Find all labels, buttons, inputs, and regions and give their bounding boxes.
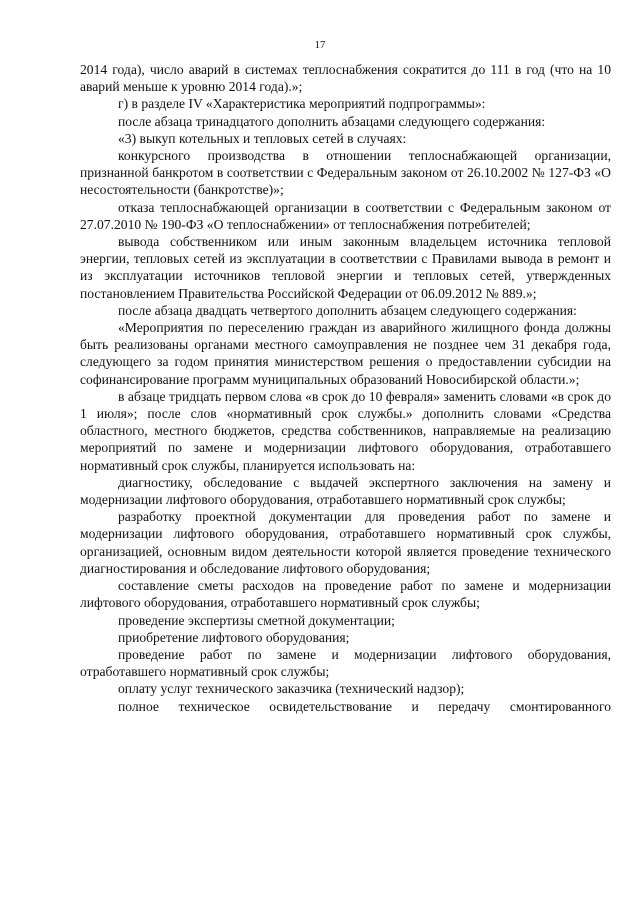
paragraph: оплату услуг технического заказчика (технический надзор);: [118, 681, 465, 697]
document-body: [80, 61, 611, 715]
paragraph: проведение работ по замене и модернизации лифтового оборудования, отработавшего нормативный срок службы;: [80, 646, 611, 680]
paragraph: составление сметы расходов на проведение работ по замене и модернизации лифтового оборудования, отработавшего нормативный срок службы;: [80, 578, 611, 611]
paragraph: г) в разделе IV «Характеристика мероприятий подпрограммы»:: [118, 96, 486, 112]
paragraph: 2014 года), число аварий в системах теплоснабжения сократится до 111 в год (что на 10 аварий меньше к уровню 2014 года).»;: [80, 62, 611, 95]
page-number: 17: [314, 39, 326, 51]
paragraph: конкурсного производства в отношении теплоснабжающей организации, признанной банкротом в соответствии с Федеральным законом от 26.10.2002 № 127-ФЗ «О несостоятельности (банкротстве)»;: [80, 148, 611, 198]
paragraph: в абзаце тридцать первом слова «в срок до 10 февраля» заменить словами «в срок до 1 июля»; после слов «нормативный срок службы.» дополнить словами «Средства областного, местного бюджетов, средства собственников, направляемые на реализацию мероприятий по замене и модернизации лифтового оборудования, отработавшего нормативный срок службы, планируется использовать на:: [80, 388, 611, 473]
paragraph: полное техническое освидетельствование и передачу смонтированного: [118, 698, 611, 714]
paragraph: разработку проектной документации для проведения работ по замене и модернизации лифтового оборудования, отработавшего нормативный срок службы, организацией, основным видом деятельности которой является проведение технического диагностирования и обследование лифтового оборудования;: [80, 509, 611, 576]
paragraph: отказа теплоснабжающей организации в соответствии с Федеральным законом от 27.07.2010 № 190-ФЗ «О теплоснабжении» от теплоснабжения потребителей;: [80, 199, 611, 232]
paragraph: после абзаца двадцать четвертого дополнить абзацем следующего содержания:: [118, 302, 577, 318]
paragraph: «3) выкуп котельных и тепловых сетей в случаях:: [118, 130, 407, 146]
paragraph: проведение экспертизы сметной документации;: [118, 612, 395, 628]
paragraph: диагностику, обследование с выдачей экспертного заключения на замену и модернизации лифтового оборудования, отработавшего нормативный срок службы;: [80, 474, 611, 508]
paragraph: «Мероприятия по переселению граждан из аварийного жилищного фонда должны быть реализованы органами местного самоуправления не позднее чем 31 декабря года, следующего за годом принятия министерством решения о предоставлении субсидии на софинансирование программ муниципальных образований Новосибирской области.»;: [80, 320, 611, 387]
paragraph: вывода собственником или иным законным владельцем источника тепловой энергии, тепловых сетей из эксплуатации в соответствии с Правилами вывода в ремонт и из эксплуатации источников тепловой энергии и тепловых сетей, утвержденных постановлением Правительства Российской Федерации от 06.09.2012 № 889.»;: [80, 234, 611, 301]
paragraph: приобретение лифтового оборудования;: [118, 629, 350, 645]
paragraph: после абзаца тринадцатого дополнить абзацами следующего содержания:: [118, 113, 546, 129]
